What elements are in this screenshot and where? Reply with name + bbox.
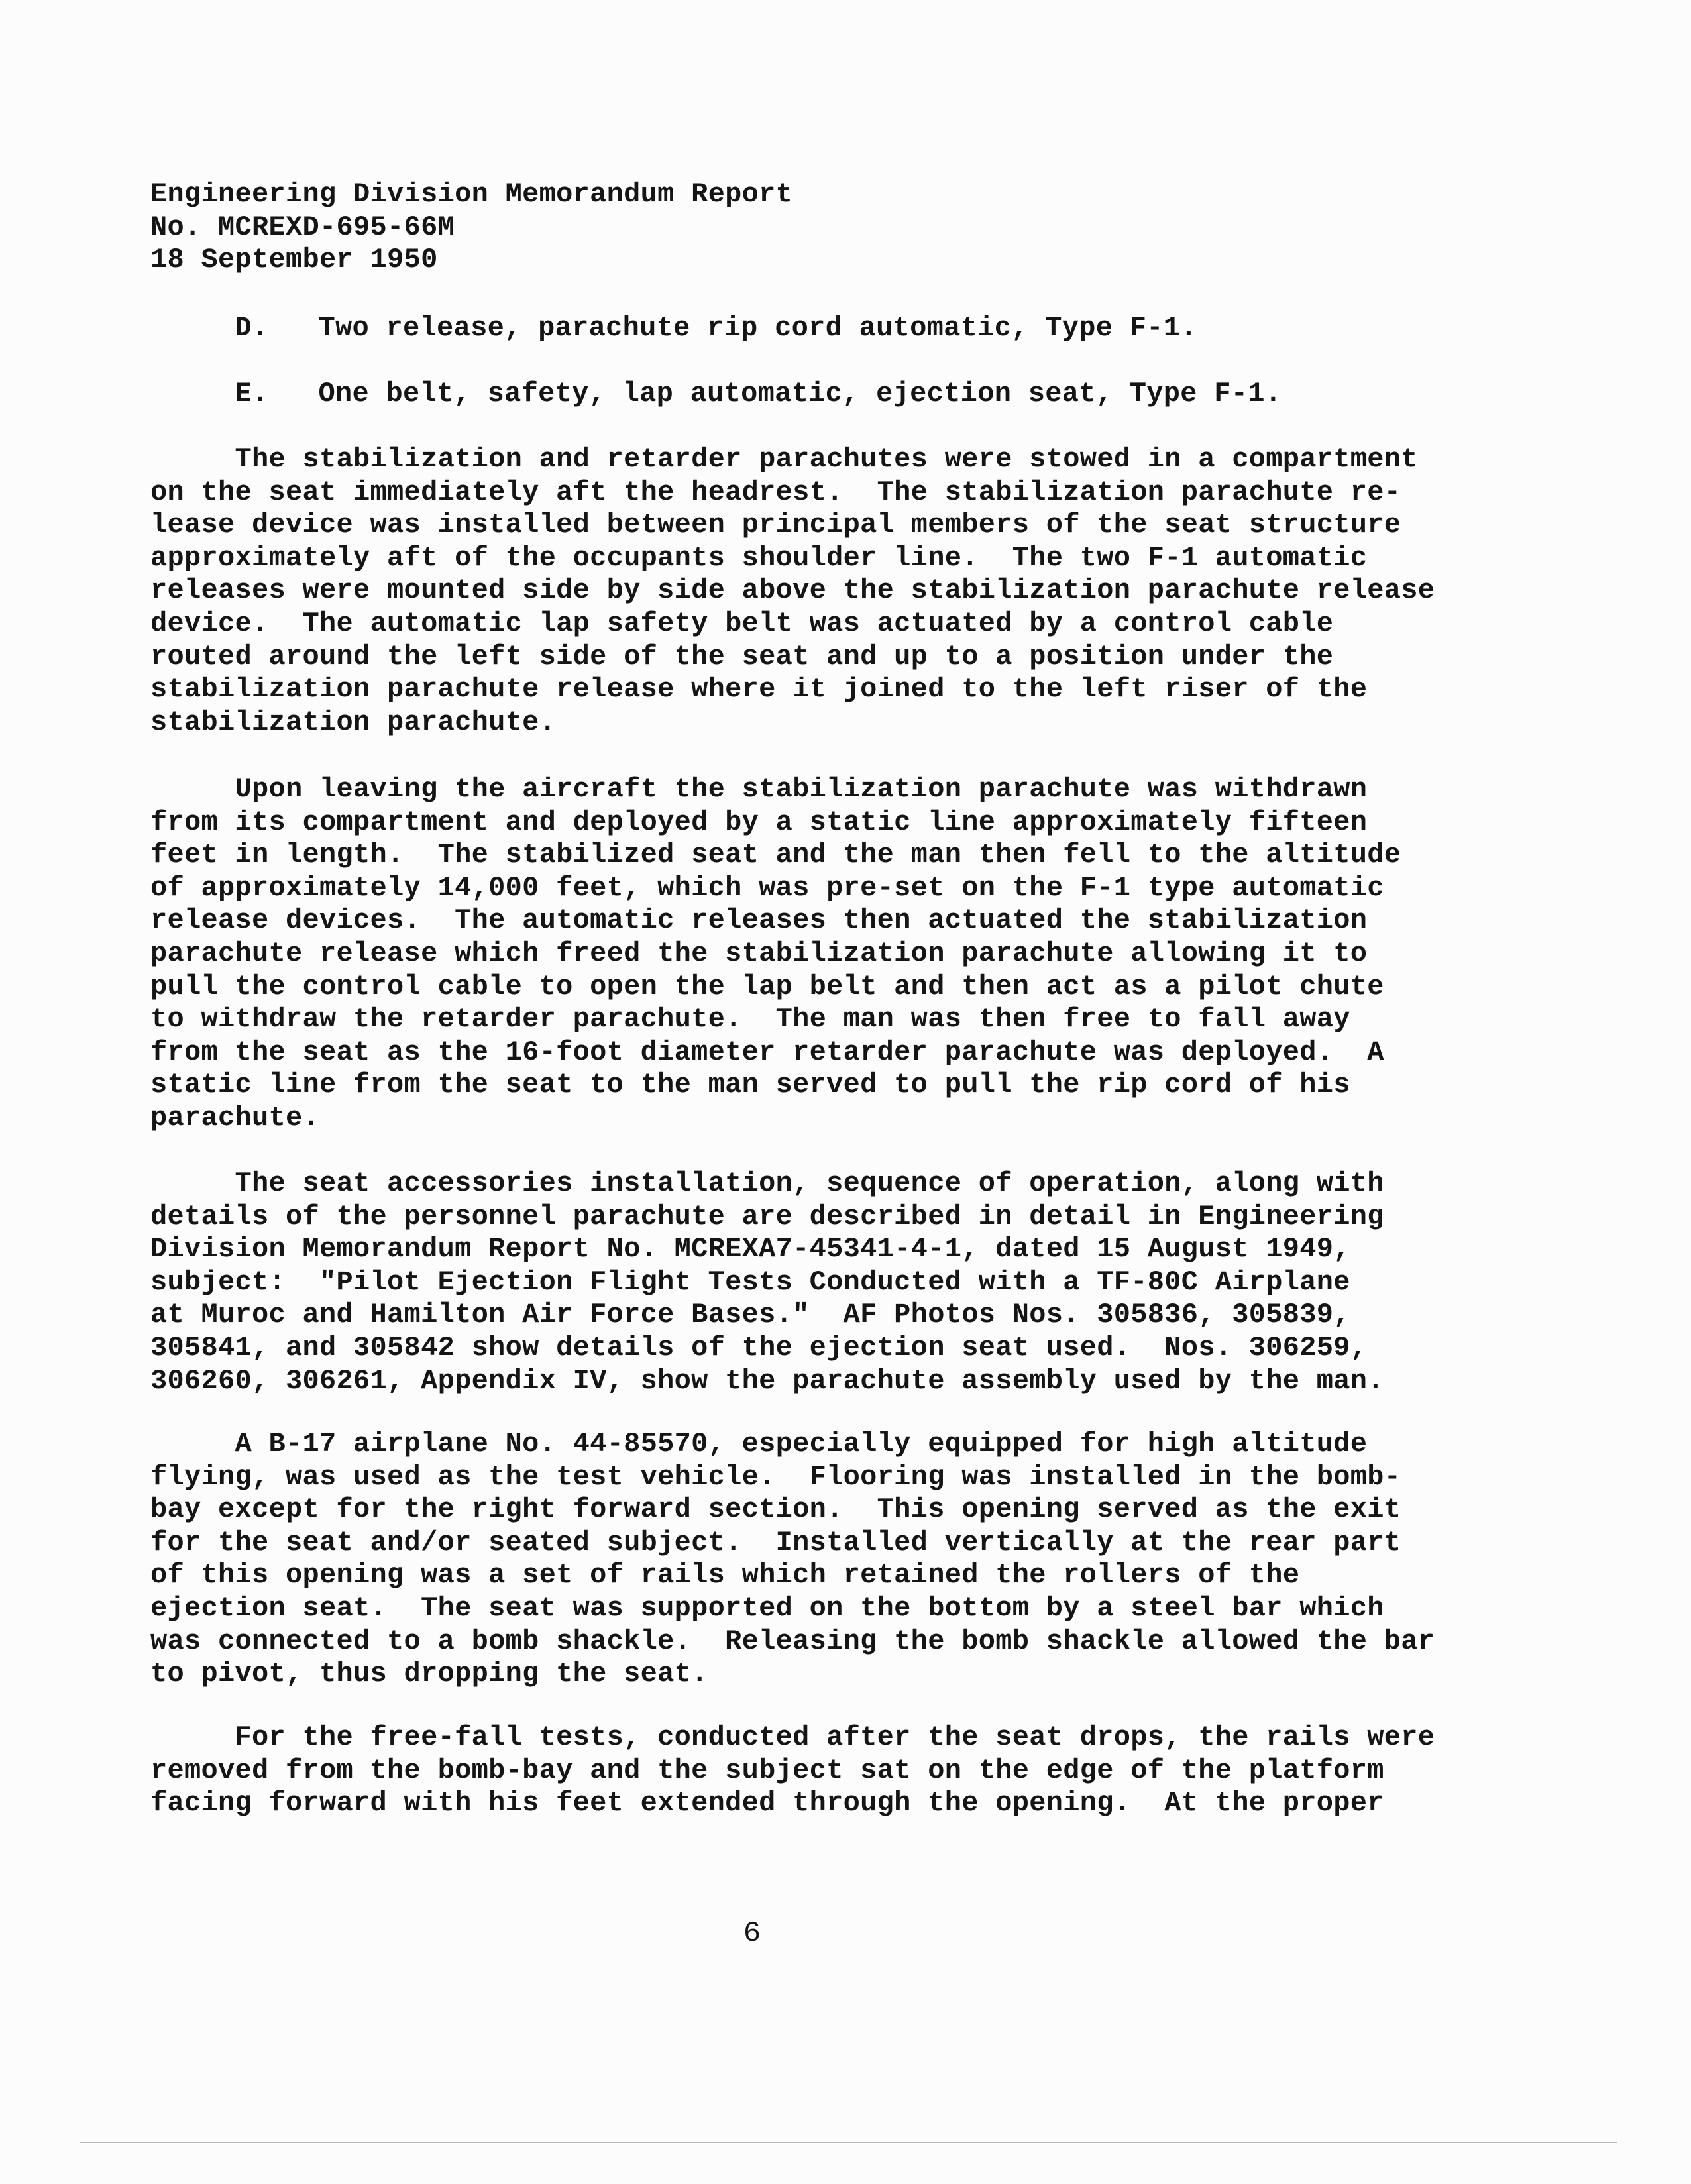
paragraph-line: 306260, 306261, Appendix IV, show the parachute assembly used by the man. [150,1364,1384,1397]
paragraph-line: stabilization parachute. [150,706,557,738]
paragraph-line: static line from the seat to the man served to pull the rip cord of his [150,1069,1350,1101]
paragraph-line: from its compartment and deployed by a static line approximately fifteen [150,806,1368,838]
paragraph-line: removed from the bomb-bay and the subject sat on the edge of the platform [150,1754,1384,1786]
paragraph-line: parachute. [150,1101,320,1134]
paragraph-line: 305841, and 305842 show details of the ejection seat used. Nos. 306259, [150,1331,1368,1364]
paragraph-line: details of the personnel parachute are described in detail in Engineering [150,1200,1384,1232]
paragraph-line: ejection seat. The seat was supported on the bottom by a steel bar which [150,1592,1384,1624]
header-line: 18 September 1950 [150,244,438,276]
paragraph-line: flying, was used as the test vehicle. Flooring was installed in the bomb- [150,1460,1401,1493]
header-line: Engineering Division Memorandum Report [150,178,793,210]
item-text: One belt, safety, lap automatic, ejection seat, Type F-1. [318,378,1282,410]
paragraph-line: facing forward with his feet extended through the opening. At the proper [150,1787,1384,1820]
paragraph-line: to pivot, thus dropping the seat. [150,1658,708,1690]
equipment-list [150,312,1282,443]
paragraph-line: Division Memorandum Report No. MCREXA7-45341-4-1, dated 15 August 1949, [150,1233,1350,1266]
paragraph-line: for the seat and/or seated subject. Installed vertically at the rear part [150,1526,1401,1558]
paragraph-line: approximately aft of the occupants shoulder line. The two F-1 automatic [150,541,1368,574]
item-text: Two release, parachute rip cord automatic, Type F-1. [318,312,1197,344]
scan-edge-line [80,2142,1617,2143]
paragraph-line: release devices. The automatic releases then actuated the stabilization [150,904,1368,937]
report-header [150,178,792,277]
paragraph-line: Upon leaving the aircraft the stabilization parachute was withdrawn [150,773,1368,805]
paragraph [150,1168,1384,1397]
paragraph [150,773,1401,1135]
indent [150,312,235,344]
paragraph-line: pull the control cable to open the lap belt and then act as a pilot chute [150,970,1384,1003]
paragraph [150,1428,1435,1691]
indent [150,378,235,410]
paragraph-line: on the seat immediately aft the headrest. The stabilization parachute re- [150,476,1401,508]
paragraph-line: routed around the left side of the seat and up to a position under the [150,640,1334,673]
paragraph-line: device. The automatic lap safety belt was actuated by a control cable [150,607,1334,639]
paragraph-line: parachute release which freed the stabilization parachute allowing it to [150,937,1368,969]
item-letter: E. [235,378,269,410]
paragraph-line: of this opening was a set of rails which retained the rollers of the [150,1559,1300,1592]
list-item [150,312,1282,378]
page-number: 6 [743,1917,761,1950]
paragraph [150,443,1435,739]
paragraph-line: lease device was installed between principal members of the seat structure [150,509,1401,541]
header-line: No. MCREXD-695-66M [150,211,455,243]
paragraph [150,1721,1435,1820]
paragraph-line: feet in length. The stabilized seat and the man then fell to the altitude [150,839,1401,871]
paragraph-line: subject: "Pilot Ejection Flight Tests Conducted with a TF-80C Airplane [150,1266,1350,1298]
paragraph-line: from the seat as the 16-foot diameter retarder parachute was deployed. A [150,1036,1384,1068]
paragraph-line: The seat accessories installation, sequence of operation, along with [150,1168,1384,1199]
paragraph-line: at Muroc and Hamilton Air Force Bases." AF Photos Nos. 305836, 305839, [150,1299,1350,1331]
paragraph-line: releases were mounted side by side above the stabilization parachute release [150,574,1435,607]
paragraph-line: of approximately 14,000 feet, which was pre-set on the F-1 type automatic [150,871,1384,904]
paragraph-line: to withdraw the retarder parachute. The man was then free to fall away [150,1003,1350,1036]
item-letter: D. [235,312,269,344]
paragraph-line: The stabilization and retarder parachutes were stowed in a compartment [150,443,1418,475]
paragraph-line: A B-17 airplane No. 44-85570, especially equipped for high altitude [150,1428,1368,1460]
paragraph-line: bay except for the right forward section. This opening served as the exit [150,1494,1401,1526]
paragraph-line: was connected to a bomb shackle. Releasing the bomb shackle allowed the bar [150,1625,1435,1657]
paragraph-line: For the free-fall tests, conducted after the seat drops, the rails were [150,1721,1435,1753]
list-item [150,378,1282,443]
paragraph-line: stabilization parachute release where it joined to the left riser of the [150,673,1368,706]
